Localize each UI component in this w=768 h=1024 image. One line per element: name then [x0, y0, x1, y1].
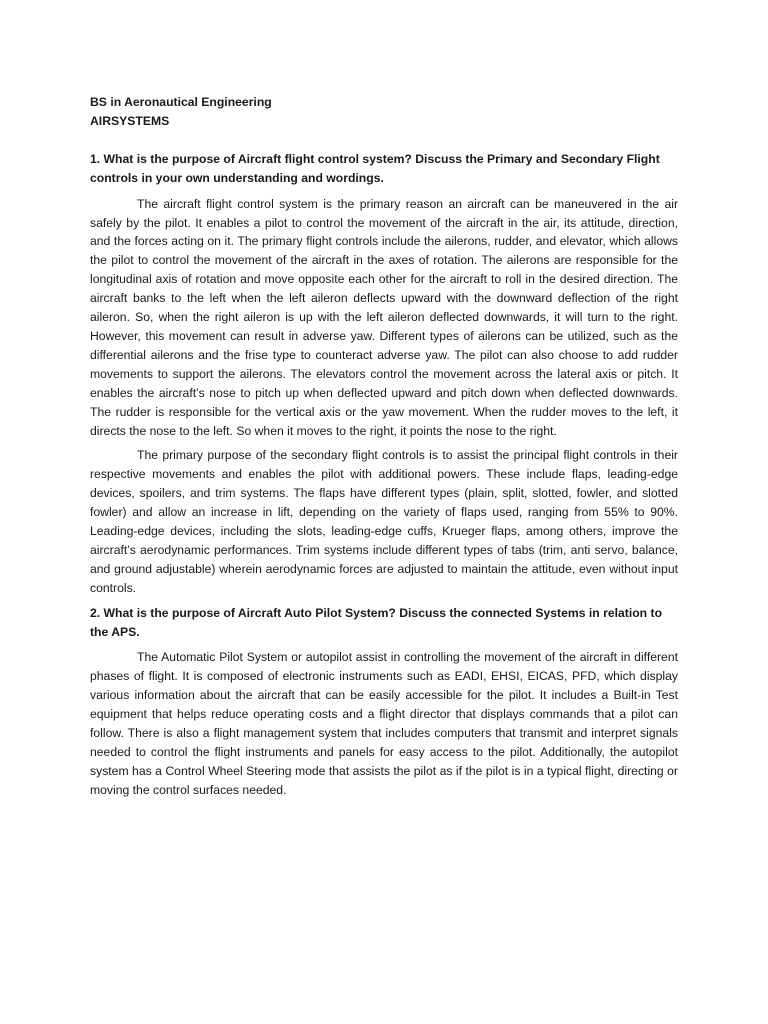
answer-1-paragraph-2: The primary purpose of the secondary flight controls is to assist the principal flight controls in their respective movements and enables the pilot with additional powers. These include flaps, leading-edge devices, spoilers, and trim systems. The flaps have different types (plain, split, slotted, fowler, and slotted fowler) and allow an increase in lift, depending on the variety of flaps used, ranging from 55% to 90%. Leading-edge devices, including the slots, leading-edge cuffs, Krueger flaps, among others, improve the aircraft’s aerodynamic performances. Trim systems include different types of tabs (trim, anti servo, balance, and ground adjustable) wherein aerodynamic forces are adjusted to maintain the attitude, even without input controls. — [90, 448, 678, 595]
question-2-heading: 2. What is the purpose of Aircraft Auto Pilot System? Discuss the connected Systems in relation to the APS. — [90, 605, 663, 639]
question-1-heading: 1. What is the purpose of Aircraft flight control system? Discuss the Primary and Secondary Flight controls in your own understanding and wordings. — [90, 151, 660, 185]
answer-2-paragraph-1: The Automatic Pilot System or autopilot assist in controlling the movement of the aircraft in different phases of flight. It is composed of electronic instruments such as EADI, EHSI, EICAS, PFD, which display various information about the aircraft that can be easily accessible for the pilot. It includes a Built-in Test equipment that helps reduce operating costs and a flight director that displays commands that a pilot can follow. There is also a flight management system that includes computers that transmit and interpret signals needed to control the flight instruments and panels for easy access to the pilot. Additionally, the autopilot system has a Control Wheel Steering mode that assists the pilot as if the pilot is in a typical flight, directing or moving the control surfaces needed. — [90, 650, 678, 797]
document-page — [90, 93, 678, 806]
program-title: BS in Aeronautical Engineering — [90, 95, 272, 109]
course-title: AIRSYSTEMS — [90, 113, 170, 128]
answer-1-paragraph-1: The aircraft flight control system is the primary reason an aircraft can be maneuvered in the air safely by the pilot. It enables a pilot to control the movement of the aircraft in the air, its attitude, direction, and the forces acting on it. The primary flight controls include the ailerons, rudder, and elevator, which allows the pilot to control the movement of the aircraft in the axes of rotation. The ailerons are responsible for the longitudinal axis of rotation and move opposite each other for the aircraft to roll in the desired direction. The aircraft banks to the left when the left aileron deflects upward with the downward deflection of the right aileron. So, when the right aileron is up with the left aileron deflected downwards, it will turn to the right. However, this movement can result in adverse yaw. Different types of ailerons can be utilized, such as the differential ailerons and the frise type to counteract adverse yaw. The pilot can also choose to add rudder movements to support the ailerons. The elevators control the movement across the lateral axis or pitch. It enables the aircraft’s nose to pitch up when deflected upward and pitch down when deflected downwards. The rudder is responsible for the vertical axis or the yaw movement. When the rudder moves to the left, it directs the nose to the left. So when it moves to the right, it points the nose to the right. — [90, 196, 678, 438]
